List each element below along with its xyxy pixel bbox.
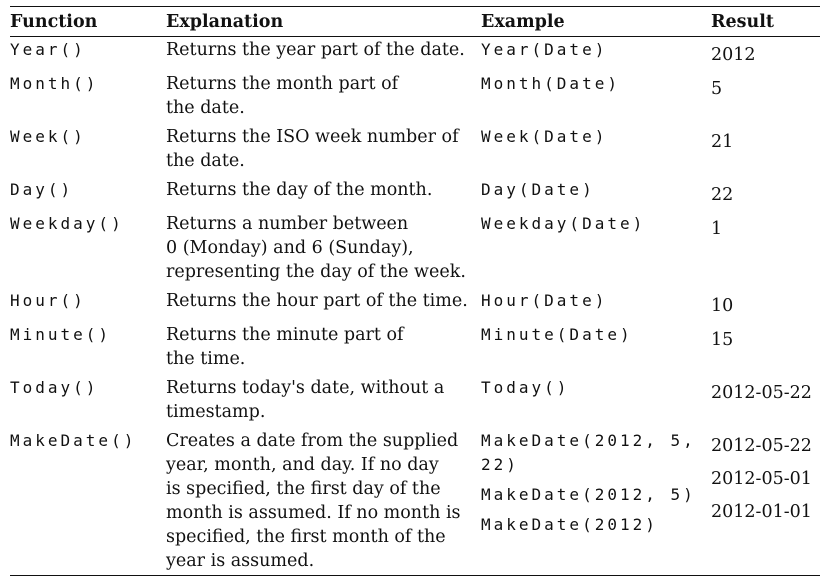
function-example [481,177,711,211]
explanation-line: 0 (Monday) and 6 (Sunday), [166,238,414,258]
example-line: Today() [481,378,570,397]
function-name: Minute() [10,325,112,344]
function-example [481,37,711,72]
explanation-line: month is assumed. If no month is [166,503,461,523]
explanation-line: specified, the first month of the [166,527,446,547]
function-example [481,124,711,177]
date-functions-table [10,6,820,576]
result-line: 2012-05-22 [711,436,812,456]
result-line: 21 [711,132,734,152]
function-name: Month() [10,74,99,93]
function-explanation [166,375,481,428]
header-result: Result [711,7,820,37]
table-row [10,288,820,322]
explanation-line: representing the day of the week. [166,262,466,282]
function-result [711,288,820,322]
table-header-row [10,7,820,37]
example-line: Weekday(Date) [481,214,646,233]
explanation-line: Returns today's date, without a [166,378,445,398]
explanation-line: the time. [166,349,246,369]
function-example [481,322,711,375]
result-line: 2012-05-22 [711,383,812,403]
example-line: MakeDate(2012) [481,515,658,534]
result-line: 2012-01-01 [711,502,812,522]
function-result [711,428,820,576]
function-explanation [166,428,481,576]
explanation-line: Returns the year part of the date. [166,40,465,60]
function-name: Year() [10,40,86,59]
result-line: 2012 [711,45,756,65]
function-example [481,375,711,428]
header-explanation: Explanation [166,7,481,37]
result-line: 1 [711,219,723,239]
result-line: 15 [711,330,734,350]
table-body [10,37,820,576]
function-name: Day() [10,180,74,199]
explanation-line: Returns the day of the month. [166,180,433,200]
example-line: MakeDate(2012, 5, [481,431,696,450]
explanation-line: timestamp. [166,402,266,422]
table-row [10,177,820,211]
function-example [481,71,711,124]
table-row [10,322,820,375]
example-line: MakeDate(2012, 5) [481,485,696,504]
function-example [481,288,711,322]
example-line: Hour(Date) [481,291,608,310]
result-line: 2012-05-01 [711,469,812,489]
result-line: 5 [711,79,723,99]
function-result [711,124,820,177]
result-line: 10 [711,296,734,316]
explanation-line: Returns the month part of [166,74,399,94]
function-name: Weekday() [10,214,124,233]
function-explanation [166,322,481,375]
result-line: 22 [711,185,734,205]
explanation-line: year is assumed. [166,551,315,571]
function-result [711,322,820,375]
function-result [711,177,820,211]
table-row [10,71,820,124]
function-name: Today() [10,378,99,397]
explanation-line: year, month, and day. If no day [166,455,439,475]
explanation-line: the date. [166,151,245,171]
example-line: Minute(Date) [481,325,633,344]
explanation-line: Returns the minute part of [166,325,404,345]
table-row [10,375,820,428]
example-line: Day(Date) [481,180,595,199]
function-explanation [166,124,481,177]
function-explanation [166,71,481,124]
function-name: MakeDate() [10,428,166,576]
table-row [10,428,820,576]
example-line: Year(Date) [481,40,608,59]
function-explanation [166,37,481,72]
function-example [481,428,711,576]
table-row [10,37,820,72]
function-result [711,375,820,428]
function-name: Week() [10,127,86,146]
function-explanation [166,288,481,322]
function-example [481,211,711,288]
function-result [711,71,820,124]
explanation-line: is specified, the first day of the [166,479,441,499]
explanation-line: Creates a date from the supplied [166,431,459,451]
function-name: Hour() [10,291,86,310]
function-result [711,211,820,288]
explanation-line: Returns the ISO week number of [166,127,459,147]
explanation-line: Returns the hour part of the time. [166,291,468,311]
example-line: Week(Date) [481,127,608,146]
table-row [10,211,820,288]
explanation-line: the date. [166,98,245,118]
explanation-line: Returns a number between [166,214,409,234]
example-line: 22) [481,455,519,474]
example-line: Month(Date) [481,74,620,93]
header-function: Function [10,7,166,37]
function-explanation [166,211,481,288]
function-explanation [166,177,481,211]
function-result [711,37,820,72]
table-row [10,124,820,177]
header-example: Example [481,7,711,37]
